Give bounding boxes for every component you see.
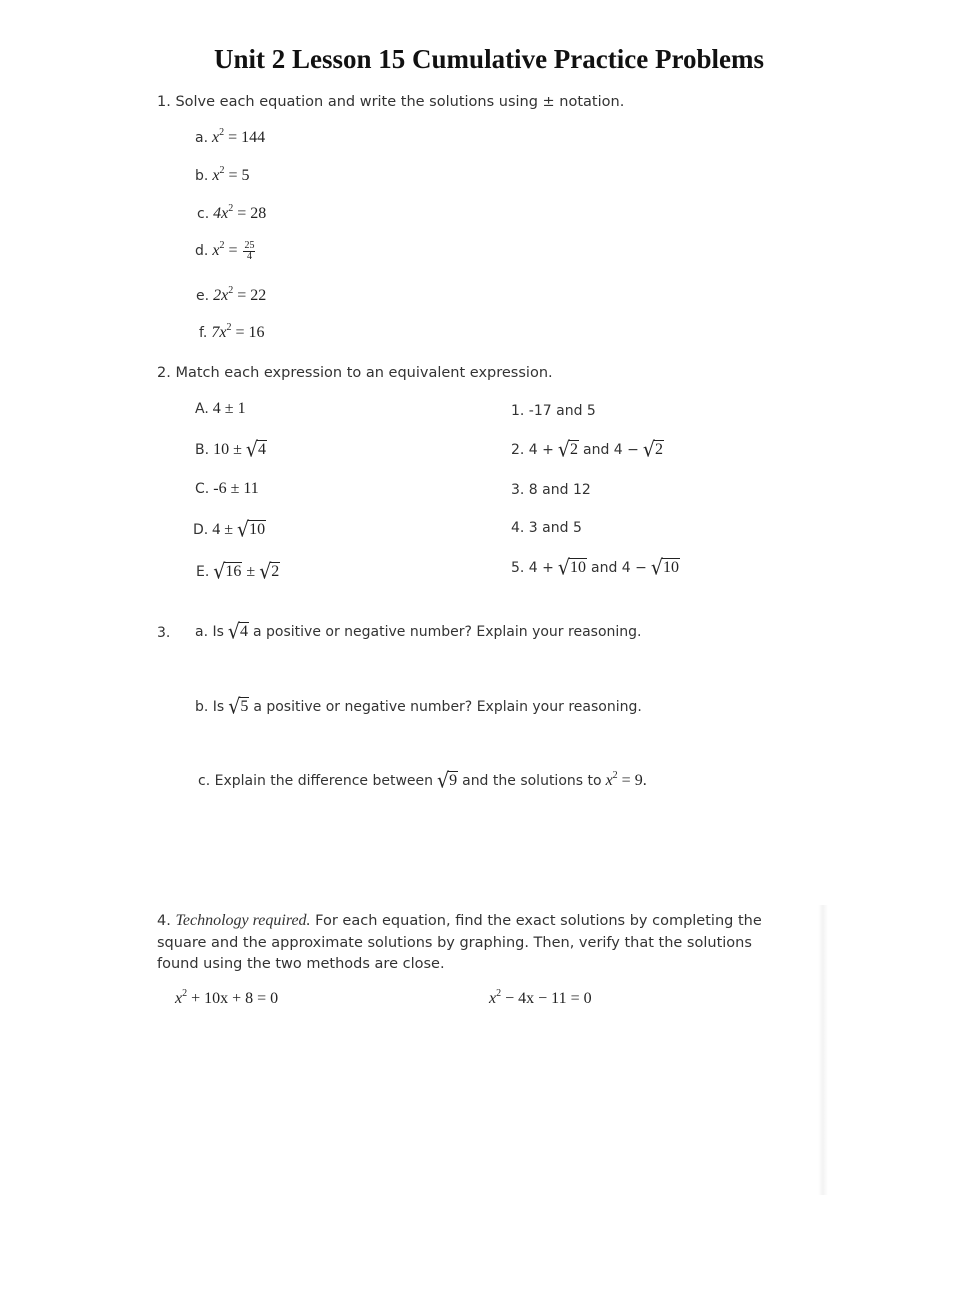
question-text: and the solutions to: [462, 773, 602, 789]
q1-item-e: [196, 287, 266, 305]
q1-prompt: 1. Solve each equation and write the solutions using ± notation.: [157, 94, 625, 110]
item-label: b.: [195, 168, 209, 184]
item-label: B.: [195, 442, 210, 458]
q3-part-a: [195, 619, 642, 645]
square-root: √10: [650, 555, 680, 581]
square-root: √10: [237, 517, 266, 543]
radicand: 4: [257, 441, 266, 458]
math-lhs: x: [212, 242, 220, 260]
exponent: 2: [219, 127, 225, 138]
exponent: 2: [496, 988, 502, 999]
fraction-denominator: 4: [246, 251, 252, 262]
exponent: 2: [612, 770, 618, 781]
exponent: 2: [219, 165, 225, 176]
square-root: √4: [245, 437, 266, 463]
expression: and 4 −: [583, 442, 639, 458]
item-label: e.: [196, 288, 210, 304]
item-label: d.: [195, 243, 209, 260]
exponent: 2: [228, 203, 234, 214]
expression: 4 ± 1: [212, 400, 246, 417]
exponent: 2: [228, 285, 234, 296]
math-rhs: = 5: [228, 167, 250, 184]
math-lhs: 7x: [211, 324, 227, 341]
q4-number: 4.: [157, 913, 171, 929]
q3-part-c: [198, 768, 647, 794]
radicand: 10: [663, 559, 680, 576]
item-label: a.: [195, 130, 209, 146]
math-rhs: =: [228, 242, 238, 260]
page-edge-shadow: [818, 905, 828, 1195]
radicand: 5: [240, 698, 249, 715]
q2-right-2: [511, 437, 664, 463]
q2-right-5: [511, 555, 680, 581]
q3-number: 3.: [157, 625, 171, 641]
expression: 4 ±: [212, 521, 234, 538]
q1-item-f: [199, 324, 265, 342]
question-text: a. Is: [195, 624, 224, 640]
radicand: 2: [655, 441, 664, 458]
math-lhs: 4x: [213, 205, 229, 222]
exponent: 2: [226, 322, 232, 333]
q4-equation-2: [489, 990, 592, 1008]
math-lhs: x: [212, 167, 220, 184]
q1-item-a: [195, 129, 265, 147]
math-rhs: = 9.: [621, 772, 647, 789]
item-label: C.: [195, 481, 210, 497]
question-text: b. Is: [195, 699, 225, 715]
radicand: 10: [249, 521, 266, 538]
q4-prompt: [157, 910, 772, 976]
square-root: √2: [259, 559, 280, 585]
q2-left-E: [196, 559, 280, 585]
square-root: √2: [642, 437, 664, 463]
q1-item-b: [195, 167, 249, 185]
q1-item-c: [197, 205, 266, 223]
q2-left-D: [193, 517, 266, 543]
square-root: √2: [557, 437, 579, 463]
q2-left-A: [195, 400, 246, 418]
q1-item-d: [195, 241, 255, 262]
page-title: Unit 2 Lesson 15 Cumulative Practice Problems: [214, 44, 764, 74]
q3-part-b: [195, 694, 642, 720]
radicand: 16: [225, 563, 242, 580]
q2-prompt: 2. Match each expression to an equivalent expression.: [157, 365, 553, 381]
exponent: 2: [182, 988, 188, 999]
math-variable: x: [605, 772, 613, 789]
item-label: D.: [193, 522, 209, 538]
math-rest: − 4x − 11 = 0: [505, 990, 592, 1007]
expression: -6 ± 11: [213, 480, 259, 497]
fraction-numerator: 25: [244, 240, 255, 251]
math-rhs: = 22: [237, 287, 267, 304]
item-label: f.: [199, 325, 208, 341]
square-root: √9: [437, 768, 458, 794]
math-variable: x: [175, 990, 183, 1007]
q2-left-B: [195, 437, 267, 463]
square-root: √16: [213, 559, 242, 585]
math-rest: + 10x + 8 = 0: [191, 990, 279, 1007]
radicand: 2: [570, 441, 579, 458]
exponent: 2: [219, 240, 225, 252]
expression: 5. 4 +: [511, 560, 554, 576]
q2-right-3: 3. 8 and 12: [511, 482, 591, 498]
q4-equation-1: [175, 990, 278, 1008]
math-rhs: = 144: [228, 129, 266, 146]
q2-right-4: 4. 3 and 5: [511, 520, 582, 536]
math-lhs: 2x: [213, 287, 229, 304]
square-root: √5: [228, 694, 249, 720]
math-variable: x: [489, 990, 497, 1007]
expression: and 4 −: [591, 560, 647, 576]
square-root: √4: [227, 619, 249, 645]
math-rhs: = 28: [237, 205, 267, 222]
math-lhs: x: [212, 129, 220, 146]
radicand: 4: [240, 623, 249, 640]
item-label: A.: [195, 401, 209, 417]
expression: 10 ±: [213, 441, 242, 458]
q2-right-1: 1. -17 and 5: [511, 403, 596, 419]
question-text: a positive or negative number? Explain your reasoning.: [253, 699, 642, 715]
q2-left-C: [195, 480, 259, 498]
radicand: 2: [271, 563, 280, 580]
item-label: E.: [196, 564, 210, 580]
technology-required-label: Technology required.: [175, 912, 311, 929]
math-rhs: = 16: [235, 324, 265, 341]
question-text: a positive or negative number? Explain your reasoning.: [253, 624, 642, 640]
q4-text: For each equation, find the exact solutions by completing the square and the approximate solutions by graphing. Then, verify that the solutions found using the two methods are close.: [157, 913, 762, 972]
question-text: c. Explain the difference between: [198, 773, 433, 789]
item-label: c.: [197, 206, 210, 222]
square-root: √10: [557, 555, 587, 581]
radicand: 9: [449, 772, 458, 789]
expression: 2. 4 +: [511, 442, 554, 458]
plus-minus: ±: [246, 563, 256, 580]
radicand: 10: [570, 559, 587, 576]
fraction: [243, 241, 255, 262]
